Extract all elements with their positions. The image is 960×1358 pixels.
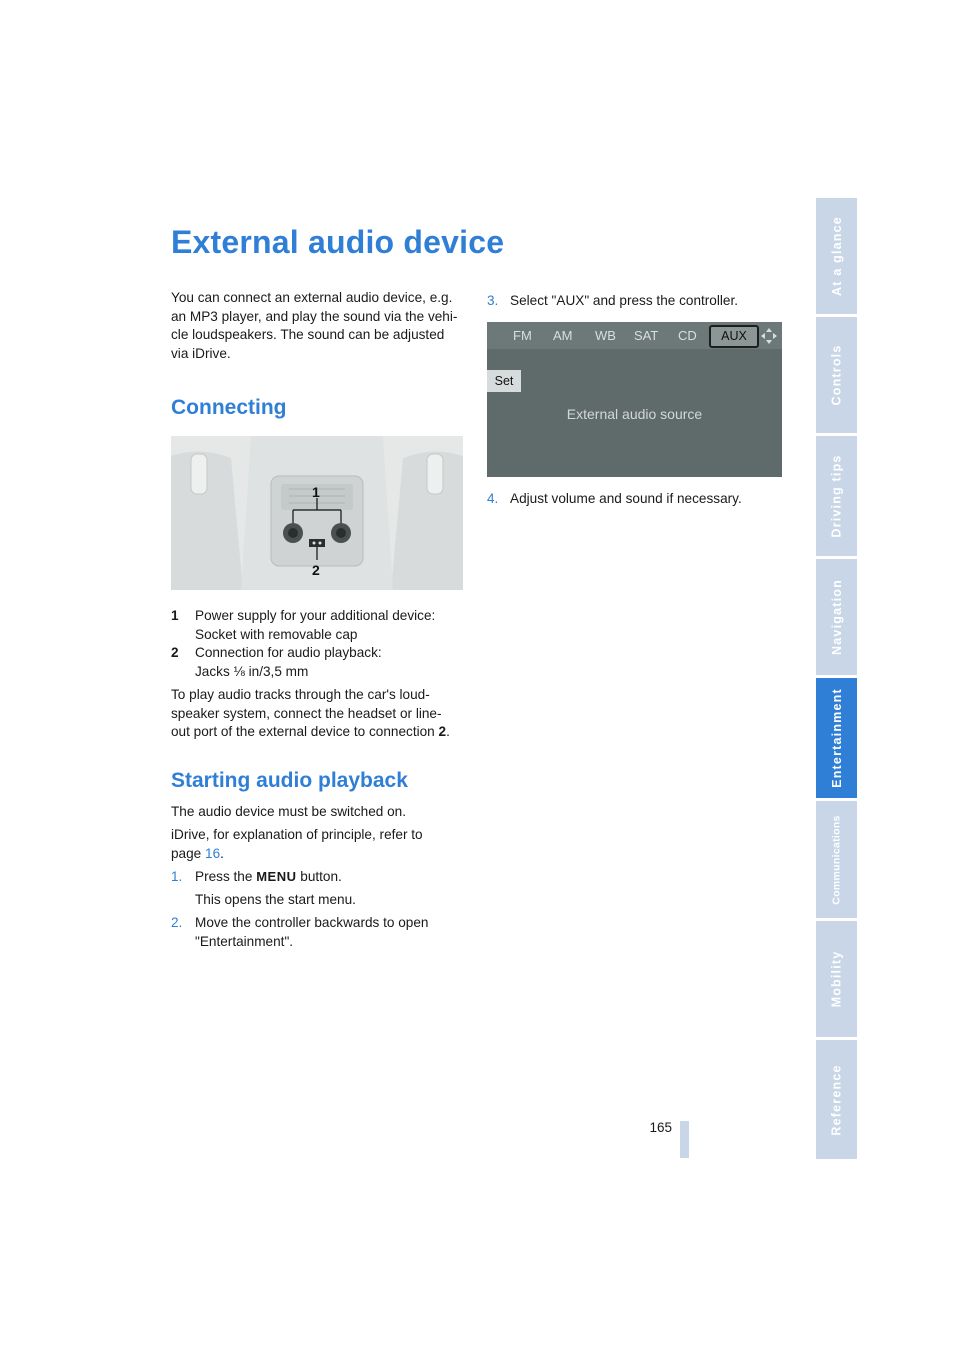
- item-1-text-2: Socket with removable cap: [195, 626, 358, 642]
- tab-aux-selected: AUX: [709, 325, 759, 348]
- callout-label-1: 1: [312, 484, 320, 500]
- external-audio-source-label: External audio source: [566, 406, 703, 422]
- sidebar-item-at-a-glance[interactable]: At a glance: [816, 198, 857, 314]
- set-button: Set: [487, 370, 521, 392]
- item-1-line-1: 1: [171, 608, 179, 623]
- connect-para-1: To play audio tracks through the car's loud-: [171, 687, 430, 702]
- sidebar-item-entertainment[interactable]: Entertainment: [816, 678, 857, 798]
- connect-para-2: speaker system, connect the headset or line-: [171, 705, 442, 721]
- step-2-text-2: "Entertainment".: [195, 933, 294, 949]
- item-2-text-2: Jacks ⅛ in/3,5 mm: [195, 663, 309, 679]
- sidebar-item-driving-tips[interactable]: Driving tips: [816, 436, 857, 556]
- step-1-text: Press the MENU button.: [195, 868, 342, 887]
- item-1-text: Power supply for your additional device:: [195, 608, 436, 623]
- step-3-text: Select "AUX" and press the controller.: [510, 293, 739, 308]
- controller-arrows-icon: [760, 327, 778, 345]
- menu-button-glyph: MENU: [256, 869, 297, 884]
- starting-p2-line1: iDrive, for explanation of principle, refer to: [171, 827, 423, 842]
- intro-line-1: You can connect an external audio device, e.g.: [171, 290, 453, 305]
- tab-wb: WB: [595, 328, 616, 343]
- connect-para-3: out port of the external device to connection 2.: [171, 724, 450, 739]
- sidebar-item-communications[interactable]: Communications: [816, 801, 857, 918]
- step-1-number: 1.: [171, 869, 183, 884]
- step-4-text: Adjust volume and sound if necessary.: [510, 491, 742, 506]
- page-link[interactable]: 16: [205, 845, 221, 861]
- tab-fm: FM: [513, 328, 532, 343]
- console-socket-illustration: [171, 436, 463, 590]
- page-number: 165: [649, 1120, 672, 1135]
- tab-am: AM: [553, 328, 573, 343]
- intro-line-2: an MP3 player, and play the sound via the vehi-: [171, 308, 458, 324]
- tab-sat: SAT: [634, 328, 659, 343]
- intro-line-3: cle loudspeakers. The sound can be adjusted: [171, 327, 445, 342]
- step-3-number: 3.: [487, 293, 499, 308]
- sidebar-item-controls[interactable]: Controls: [816, 317, 857, 433]
- page-title: External audio device: [171, 224, 505, 260]
- starting-p2-line2: page 16.: [171, 845, 224, 861]
- sidebar-item-reference[interactable]: Reference: [816, 1040, 857, 1159]
- connecting-heading: Connecting: [171, 396, 287, 419]
- step-4-number: 4.: [487, 491, 499, 506]
- intro-line-4: via iDrive.: [171, 345, 231, 361]
- page-number-bar: [680, 1121, 689, 1158]
- aux-screen-illustration: [487, 322, 782, 477]
- step-2-text: Move the controller backwards to open: [195, 915, 429, 930]
- sidebar-item-mobility[interactable]: Mobility: [816, 921, 857, 1037]
- item-2-number: 2: [171, 645, 179, 660]
- item-2-text: Connection for audio playback:: [195, 645, 382, 660]
- tab-cd: CD: [678, 328, 697, 343]
- sidebar-item-navigation[interactable]: Navigation: [816, 559, 857, 675]
- starting-p1: The audio device must be switched on.: [171, 804, 407, 819]
- callout-label-2: 2: [312, 562, 320, 578]
- starting-heading: Starting audio playback: [171, 769, 408, 792]
- step-1-sub: This opens the start menu.: [195, 892, 356, 907]
- step-2-number: 2.: [171, 915, 183, 930]
